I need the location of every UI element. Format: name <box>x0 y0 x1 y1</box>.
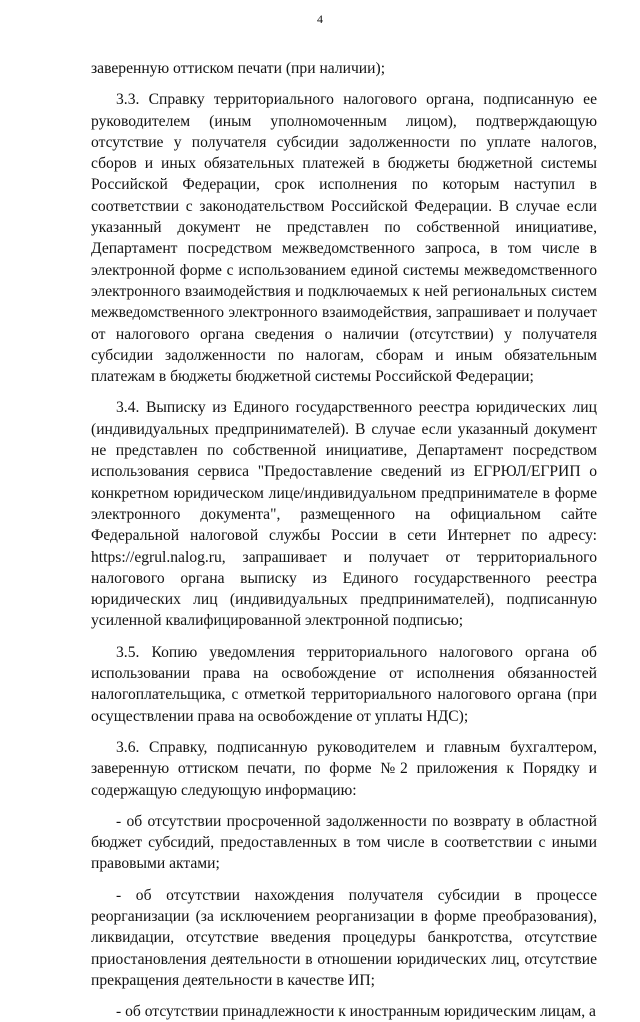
paragraph-3-6: 3.6. Справку, подписанную руководителем и главным бухгалтером, заверенную оттиском печати, по форме №2 приложения к Порядку и содержащую следующую информацию: <box>91 738 597 799</box>
paragraph-3-3: 3.3. Справку территориального налогового органа, подписанную ее руководителем (иным уполномоченным лицом), подтверждающую отсутствие у получателя субсидии задолженности по уплате налогов, сборов и иных обязательных платежей в бюджеты бюджетной системы Российской Федерации, срок исполнения по которым наступил в соответствии с законодательством Российской Федерации. В случае если указанный документ не представлен по собственной инициативе, Департамент посредством межведомственного запроса, в том числе в электронной форме с использованием единой системы межведомственного электронного взаимодействия и подключаемых к ней региональных систем межведомственного электронного взаимодействия, запрашивает и получает от налогового органа сведения о наличии (отсутствии) у получателя субсидии задолженности по налогам, сборам и иным обязательным платежам в бюджеты бюджетной системы Российской Федерации; <box>91 91 597 386</box>
paragraph-3-4: 3.4. Выписку из Единого государственного реестра юридических лиц (индивидуальных предпринимателей). В случае если указанный документ не представлен по собственной инициативе, Департамент посредством использования сервиса "Предоставление сведений из ЕГРЮЛ/ЕГРИП о конкретном юридическом лице/индивидуальном предпринимателе в форме электронного документа", размещенного на официальном сайте Федеральной налоговой службы России в сети Интернет по адресу: https://egrul.nalog.ru, запрашивает и получает от территориального налогового органа выписку из Единого государственного реестра юридических лиц (индивидуальных предпринимателей), подписанную усиленной квалифицированной электронной подписью; <box>91 399 597 630</box>
list-item-no-overdue-debt: - об отсутствии просроченной задолженности по возврату в областной бюджет субсидий, предоставленных в том числе в соответствии с иными правовыми актами; <box>91 812 597 873</box>
list-item-no-reorganization: - об отсутствии нахождения получателя субсидии в процессе реорганизации (за исключением реорганизации в форме преобразования), ликвидации, отсутствие введения процедуры банкротства, отсутствие приостановления деятельности в отношении юридических лиц, отсутствие прекращения деятельности в качестве ИП; <box>91 886 597 989</box>
document-body <box>91 58 597 1022</box>
list-item-no-foreign-affiliation: - об отсутствии принадлежности к иностранным юридическим лицам, а <box>116 1003 596 1021</box>
paragraph-continuation: заверенную оттиском печати (при наличии); <box>91 60 386 77</box>
paragraph-3-5: 3.5. Копию уведомления территориального налогового органа об использовании права на освобождение от исполнения обязанностей налогоплательщика, с отметкой территориального налогового органа (при осуществлении права на освобождение от уплаты НДС); <box>91 643 597 725</box>
page-number: 4 <box>317 12 323 26</box>
